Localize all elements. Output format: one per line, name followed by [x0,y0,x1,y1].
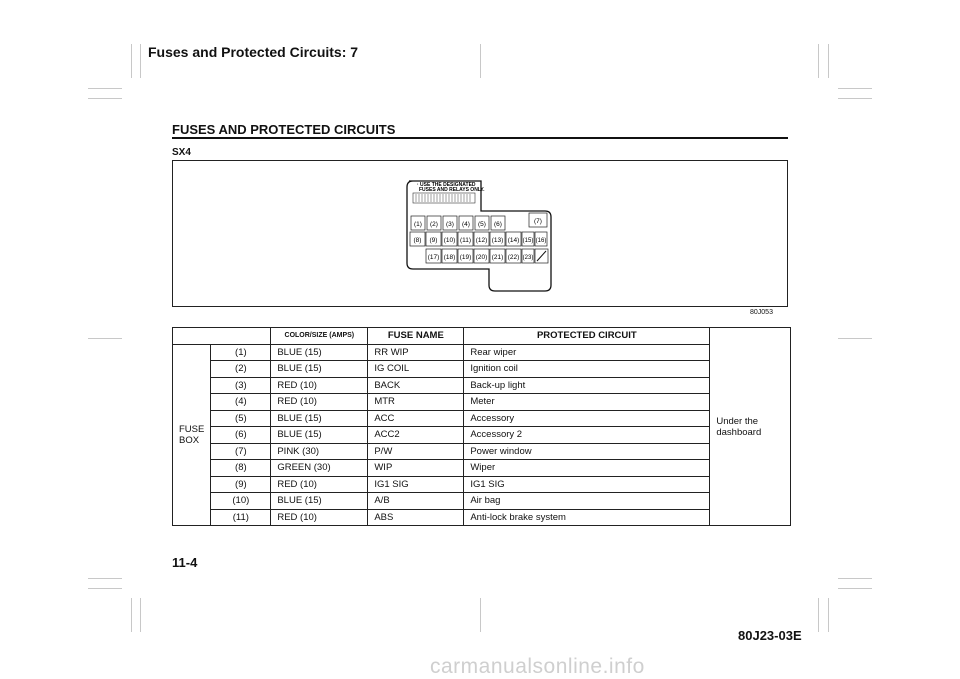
fuse-box-diagram [173,161,787,306]
col-header-circuit: PROTECTED CIRCUIT [464,328,710,345]
fuse-label: (8) [413,237,422,244]
crop-mark [818,598,819,632]
fuse-circuit: Back-up light [464,377,710,394]
table-row [173,394,791,411]
crop-mark [838,578,872,579]
fuse-circuit: Ignition coil [464,361,710,378]
fuse-number: (8) [211,460,271,477]
crop-mark [88,588,122,589]
crop-mark [480,598,481,632]
fuse-name: WIP [368,460,464,477]
fuse-circuit: Accessory 2 [464,427,710,444]
fuse-circuit: Accessory [464,410,710,427]
figure-code: 80J053 [750,309,773,316]
fuse-number: (5) [211,410,271,427]
fuse-name: ACC [368,410,464,427]
location-cell: Under the dashboard [710,328,791,526]
crop-mark [88,98,122,99]
table-row [173,509,791,526]
table-header-row [173,328,791,345]
fuse-label: (11) [459,237,472,244]
fuse-label: (7) [534,218,542,225]
fuse-label: (15) [522,238,534,244]
col-header-name: FUSE NAME [368,328,464,345]
fuse-number: (7) [211,443,271,460]
fuse-name: IG1 SIG [368,476,464,493]
crop-mark [828,598,829,632]
fuse-label: (19) [459,254,472,261]
fuse-color: BLUE (15) [271,361,368,378]
document-code: 80J23-03E [738,628,802,643]
fuse-name: BACK [368,377,464,394]
fuse-label: (1) [414,221,422,228]
fuse-table [172,327,791,526]
table-row [173,410,791,427]
crop-mark [828,44,829,78]
fuse-label: (22) [507,254,520,261]
fuse-color: RED (10) [271,509,368,526]
fuse-color: BLUE (15) [271,344,368,361]
fuse-label: (16) [535,238,547,244]
crop-mark [838,338,872,339]
watermark: carmanualsonline.info [430,655,645,678]
crop-mark [131,44,132,78]
warning-line-1: · USE THE DESIGNATED [417,182,476,188]
section-title: FUSES AND PROTECTED CIRCUITS [172,122,396,137]
table-row [173,361,791,378]
fuse-name: P/W [368,443,464,460]
fuse-name: ABS [368,509,464,526]
table-row [173,493,791,510]
fuse-name: ACC2 [368,427,464,444]
table-row [173,476,791,493]
fuse-label: (9) [429,237,438,244]
fuse-row-3 [426,249,548,263]
crop-mark [838,98,872,99]
table-row [173,377,791,394]
fuse-name: RR WIP [368,344,464,361]
fuse-color: RED (10) [271,394,368,411]
running-header: Fuses and Protected Circuits: 7 [148,44,359,60]
fuse-circuit: Anti-lock brake system [464,509,710,526]
fuse-number: (6) [211,427,271,444]
fuse-number: (4) [211,394,271,411]
label-strip [413,193,475,203]
fuse-circuit: Wiper [464,460,710,477]
fuse-number: (2) [211,361,271,378]
crop-mark [480,44,481,78]
crop-mark [838,88,872,89]
fuse-circuit: Air bag [464,493,710,510]
section-rule [172,137,788,139]
fuse-label: (6) [494,221,502,228]
fuse-color: BLUE (15) [271,427,368,444]
fuse-label: (10) [443,237,456,244]
col-header-color: COLOR/SIZE (AMPS) [271,328,368,345]
group-cell: FUSE BOX [173,344,211,526]
fuse-circuit: IG1 SIG [464,476,710,493]
fuse-color: RED (10) [271,377,368,394]
fuse-name: MTR [368,394,464,411]
table-row [173,427,791,444]
fuse-color: GREEN (30) [271,460,368,477]
crop-mark [88,338,122,339]
fuse-color: BLUE (15) [271,493,368,510]
fuse-label: (23) [522,255,534,261]
fuse-label: (18) [443,254,456,261]
fuse-name: IG COIL [368,361,464,378]
table-row [173,443,791,460]
page-number: 11-4 [172,555,198,570]
crop-mark [818,44,819,78]
fuse-label: (2) [430,221,438,228]
fuse-label: (17) [427,254,440,261]
crop-mark [88,578,122,579]
fuse-box-figure [172,160,788,307]
crop-mark [838,588,872,589]
fuse-label: (5) [478,221,486,228]
fuse-color: BLUE (15) [271,410,368,427]
fuse-label: (14) [507,237,520,244]
fuse-label: (20) [475,254,488,261]
crop-mark [88,88,122,89]
fuse-number: (9) [211,476,271,493]
table-row [173,460,791,477]
crop-mark [140,44,141,78]
fuse-circuit: Power window [464,443,710,460]
fuse-name: A/B [368,493,464,510]
fuse-number: (10) [211,493,271,510]
crop-mark [131,598,132,632]
warning-line-2: FUSES AND RELAYS ONLY. [419,187,485,193]
fuse-label: (4) [462,221,470,228]
fuse-number: (1) [211,344,271,361]
fuse-circuit: Meter [464,394,710,411]
crop-mark [140,598,141,632]
fuse-label: (12) [475,237,488,244]
fuse-label: (21) [491,254,504,261]
fuse-label: (13) [491,237,504,244]
fuse-color: RED (10) [271,476,368,493]
table-row [173,344,791,361]
fuse-number: (3) [211,377,271,394]
fuse-circuit: Rear wiper [464,344,710,361]
fuse-number: (11) [211,509,271,526]
model-label: SX4 [172,147,191,158]
fuse-row-2 [410,232,547,246]
fuse-color: PINK (30) [271,443,368,460]
fuse-label: (3) [446,221,454,228]
